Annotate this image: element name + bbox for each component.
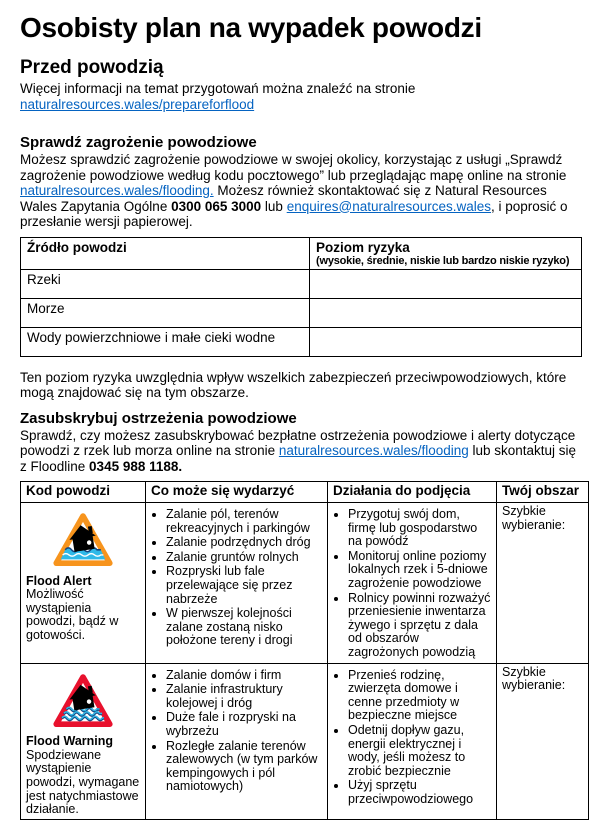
spacer (20, 401, 582, 410)
subscribe-text-1: Sprawdź, czy możesz zasubskrybować bezpłatne ostrzeżenia powodziowe i alerty dotyczące powodzi z rzek lub morza online na stronie (20, 427, 576, 458)
bullet-item: • Monitoruj online poziomy lokalnych rzek i 5-dniowe zagrożenie powodziowe (348, 550, 491, 591)
risk-level-sea-blank-cell (310, 298, 582, 327)
flood-alert-actions-cell (328, 503, 497, 664)
bullet-item: • Zalanie infrastruktury kolejowej i dróg (166, 683, 322, 710)
flood-risk-table (20, 237, 582, 357)
codes-header-what: Co może się wydarzyć (146, 482, 328, 503)
codes-header-actions: Działania do podjęcia (328, 482, 497, 503)
flooding-link[interactable]: naturalresources.wales/flooding. (20, 183, 214, 198)
bullet-item: • Zalanie gruntów rolnych (166, 551, 322, 565)
risk-level-surface-water-blank-cell (310, 327, 582, 356)
spacer (20, 474, 582, 481)
flood-alert-what-list (151, 508, 322, 648)
flood-warning-name: Flood Warning (26, 734, 114, 749)
bullet-item: • Rolnicy powinni rozważyć przeniesienie inwentarza żywego i sprzętu z dala od obszarów zagrożonych powodzią (348, 592, 491, 660)
bullet-item: • Przygotuj swój dom, firmę lub gospodarstwo na powódź (348, 508, 491, 549)
risk-table-header-level (310, 237, 582, 269)
heading-subscribe: Zasubskrybuj ostrzeżenia powodziowe (20, 409, 297, 427)
flood-alert-code-cell (21, 503, 146, 664)
bullet-item: • Rozpryski lub fale przelewające się przez nabrzeże (166, 565, 322, 606)
flood-warning-what-cell (146, 663, 328, 819)
check-risk-paragraph (20, 152, 582, 230)
risk-source-sea: Morze (21, 298, 310, 327)
flood-codes-table (20, 481, 589, 820)
heading-before-flood: Przed powodzią (20, 57, 164, 78)
risk-row-surface-water (21, 327, 582, 356)
bullet-item: • Duże fale i rozpryski na wybrzeżu (166, 711, 322, 738)
subscribe-paragraph (20, 428, 582, 475)
floodline-phone: 0345 988 1188. (89, 458, 183, 474)
enquiries-email-link[interactable]: enquires@naturalresources.wales (286, 198, 492, 214)
bullet-item: • Zalanie domów i firm (166, 669, 322, 683)
check-risk-text-3: lub (261, 198, 287, 214)
codes-table-header-row (21, 482, 589, 503)
flood-alert-actions-list (333, 508, 491, 660)
flood-alert-row (21, 503, 589, 664)
general-enquiries-phone: 0300 065 3000 (171, 198, 262, 214)
flood-warning-your-area-cell: Szybkie wybieranie: (497, 663, 589, 819)
flood-warning-code-cell (21, 663, 146, 819)
flood-alert-what-cell (146, 503, 328, 664)
bullet-item: • Przenieś rodzinę, zwierzęta domowe i cenne przedmioty w bezpieczne miejsce (348, 669, 491, 723)
flood-alert-description: Możliwość wystąpienia powodzi, bądź w gotowości. (26, 587, 119, 642)
page-title: Osobisty plan na wypadek powodzi (20, 12, 482, 43)
flood-warning-triangle-icon (51, 672, 115, 728)
spacer (20, 112, 582, 134)
prepareforflood-link[interactable]: naturalresources.wales/prepareforflood (20, 96, 255, 112)
risk-row-rivers (21, 269, 582, 298)
check-risk-text-4: , i poprosić o przesłanie wersji papierowej. (20, 198, 568, 229)
before-flood-text: Więcej informacji na temat przygotowań można znaleźć na stronie (20, 81, 416, 96)
codes-header-area: Twój obszar (497, 482, 589, 503)
risk-note-paragraph: Ten poziom ryzyka uwzględnia wpływ wszelkich zabezpieczeń przeciwpowodziowych, które mogą znajdować się na tym obszarze. (20, 369, 567, 400)
heading-check-risk: Sprawdź zagrożenie powodziowe (20, 134, 257, 151)
flood-warning-row (21, 663, 589, 819)
subscribe-flooding-link[interactable]: naturalresources.wales/flooding (278, 443, 469, 458)
check-risk-text-1: Możesz sprawdzić zagrożenie powodziowe w swojej okolicy, korzystając z usługi „Sprawdź zagrożenie powodziowe według kodu pocztowego” lub przeglądając mapę online na stronie (20, 152, 567, 183)
bullet-item: • Użyj sprzętu przeciwpowodziowego (348, 779, 491, 806)
flood-warning-what-list (151, 669, 322, 794)
risk-level-note: (wysokie, średnie, niskie lub bardzo niskie ryzyko) (316, 254, 570, 267)
risk-table-header-row (21, 237, 582, 269)
risk-source-rivers: Rzeki (21, 269, 310, 298)
bullet-item: • Zalanie podrzędnych dróg (166, 536, 322, 550)
spacer (20, 357, 582, 370)
bullet-item: • Odetnij dopływ gazu, energii elektrycznej i wody, jeśli możesz to zrobić bezpiecznie (348, 724, 491, 778)
risk-row-sea (21, 298, 582, 327)
flood-alert-name: Flood Alert (26, 573, 92, 588)
flood-alert-icon-wrap (26, 511, 140, 571)
bullet-item: • Rozległe zalanie terenów zalewowych (w tym parków kempingowych i pól namiotowych) (166, 740, 322, 794)
flood-alert-triangle-icon (51, 511, 115, 567)
flood-warning-actions-cell (328, 663, 497, 819)
risk-level-label: Poziom ryzyka (316, 239, 410, 255)
subscribe-text-2: lub skontaktuj się z Floodline (20, 443, 577, 474)
risk-table-header-source: Źródło powodzi (21, 237, 310, 269)
codes-header-code: Kod powodzi (21, 482, 146, 503)
flood-warning-actions-list (333, 669, 491, 807)
before-flood-paragraph (20, 81, 582, 112)
flood-alert-your-area-cell: Szybkie wybieranie: (497, 503, 589, 664)
flood-warning-icon-wrap (26, 672, 140, 732)
check-risk-text-2: Możesz również skontaktować się z Natural Resources Wales Zapytania Ogólne (20, 183, 547, 214)
risk-source-surface-water: Wody powierzchniowe i małe cieki wodne (21, 327, 310, 356)
flood-warning-description: Spodziewane wystąpienie powodzi, wymagane jest natychmiastowe działanie. (26, 747, 140, 817)
spacer (20, 230, 582, 237)
bullet-item: • W pierwszej kolejności zalane zostaną nisko położone tereny i drogi (166, 607, 322, 648)
risk-level-rivers-blank-cell (310, 269, 582, 298)
bullet-item: • Zalanie pól, terenów rekreacyjnych i parkingów (166, 508, 322, 535)
